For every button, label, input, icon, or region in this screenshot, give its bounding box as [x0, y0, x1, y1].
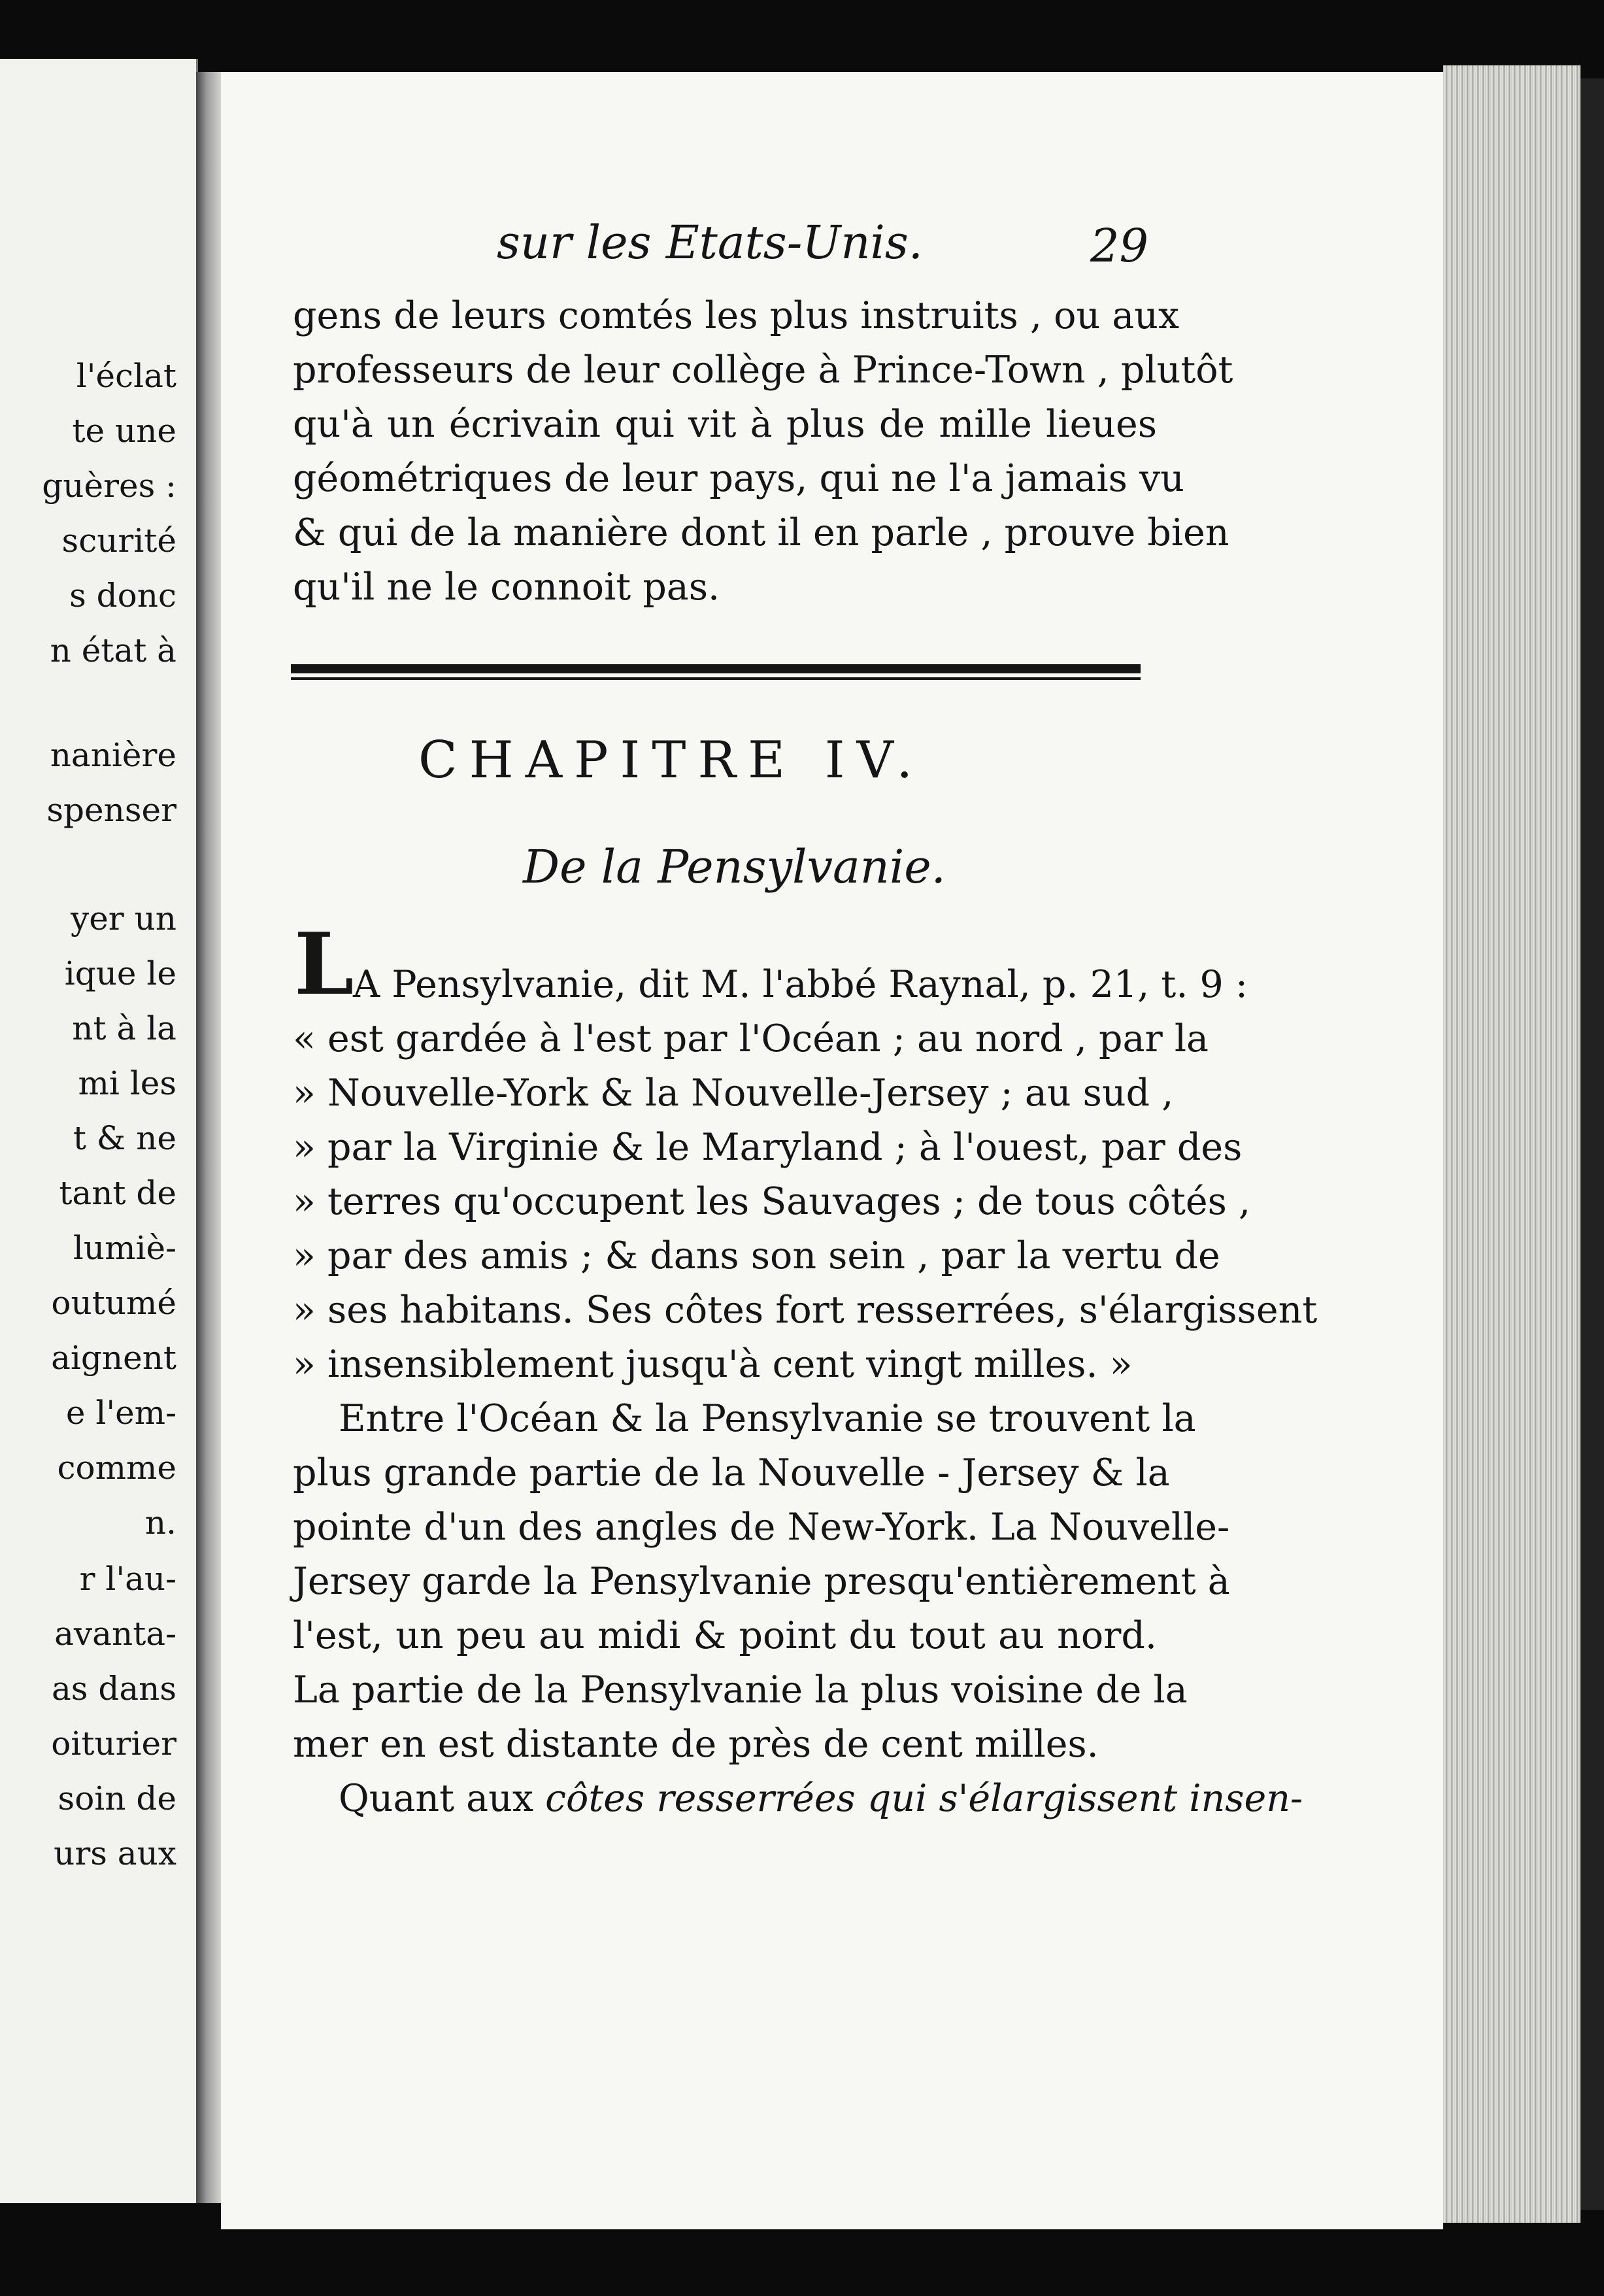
left-page-line: scurité — [61, 522, 176, 560]
text-line: & qui de la manière dont il en parle , prouve bien — [293, 511, 1229, 554]
text-line: Entre l'Océan & la Pensylvanie se trouvent la — [339, 1397, 1196, 1440]
left-page-line: n état à — [50, 632, 176, 669]
left-page-line: te une — [72, 412, 176, 450]
left-page-line: tant de — [59, 1174, 176, 1212]
text-line: » par des amis ; & dans son sein , par la vertu de — [293, 1234, 1220, 1277]
chapter-title: CHAPITRE IV. — [418, 731, 925, 790]
left-page-line: spenser — [46, 791, 176, 829]
text-line: géométriques de leur pays, qui ne l'a jamais vu — [293, 457, 1184, 500]
left-page-line: e l'em- — [65, 1394, 176, 1432]
left-page-line: as dans — [51, 1670, 176, 1708]
page-edge-shadow — [1580, 78, 1604, 2210]
chapter-rule-thin — [291, 677, 1141, 680]
left-page-line: guères : — [42, 467, 176, 505]
text-span: Quant aux — [339, 1777, 533, 1820]
text-line: » Nouvelle-York & la Nouvelle-Jersey ; au sud , — [293, 1072, 1174, 1115]
left-page-line: lumiè- — [73, 1229, 176, 1267]
page-number: 29 — [1090, 219, 1149, 273]
left-page-line: aignent — [51, 1339, 176, 1377]
left-facing-page — [0, 59, 198, 2203]
chapter-subtitle: De la Pensylvanie. — [523, 840, 946, 894]
italic-text-span: côtes resserrées qui s'élargissent insen- — [545, 1777, 1303, 1820]
chapter-rule-thick — [291, 664, 1141, 673]
text-line — [339, 1777, 1303, 1820]
text-line: A Pensylvanie, dit M. l'abbé Raynal, p. 21, t. 9 : — [353, 963, 1248, 1006]
text-line: qu'il ne le connoit pas. — [293, 566, 720, 609]
left-page-line: mi les — [78, 1064, 176, 1102]
text-line: La partie de la Pensylvanie la plus voisine de la — [293, 1668, 1188, 1712]
book-gutter — [196, 72, 222, 2203]
left-page-line: t & ne — [73, 1119, 176, 1157]
left-page-line: urs aux — [54, 1834, 176, 1872]
running-head: sur les Etats-Unis. — [497, 216, 924, 269]
text-line: » insensiblement jusqu'à cent vingt milles. » — [293, 1343, 1133, 1386]
page-edges — [1443, 65, 1580, 2223]
left-page-line: outumé — [51, 1284, 176, 1322]
text-line: » par la Virginie & le Maryland ; à l'ouest, par des — [293, 1126, 1243, 1169]
text-line: l'est, un peu au midi & point du tout au nord. — [293, 1614, 1157, 1657]
left-page-line: nt à la — [72, 1009, 176, 1047]
left-page-line: comme — [57, 1449, 176, 1487]
text-line: « est gardée à l'est par l'Océan ; au nord , par la — [293, 1017, 1209, 1060]
text-line: gens de leurs comtés les plus instruits , ou aux — [293, 294, 1180, 337]
text-line: professeurs de leur collège à Prince-Town , plutôt — [293, 348, 1233, 392]
left-page-line: yer un — [70, 900, 176, 937]
text-line: pointe d'un des angles de New-York. La Nouvelle- — [293, 1506, 1230, 1549]
left-page-line: nanière — [50, 736, 176, 774]
left-page-line: n. — [144, 1504, 176, 1542]
left-page-line: l'éclat — [76, 357, 176, 395]
text-line: qu'à un écrivain qui vit à plus de mille lieues — [293, 403, 1157, 446]
left-page-line: avanta- — [54, 1615, 176, 1653]
left-page-line: soin de — [58, 1780, 176, 1817]
text-line: » ses habitans. Ses côtes fort resserrées, s'élargissent — [293, 1289, 1318, 1332]
text-line: » terres qu'occupent les Sauvages ; de tous côtés , — [293, 1180, 1251, 1223]
text-line: Jersey garde la Pensylvanie presqu'entièrement à — [293, 1560, 1230, 1603]
left-page-line: r l'au- — [79, 1560, 176, 1598]
text-line: plus grande partie de la Nouvelle - Jersey & la — [293, 1451, 1170, 1494]
text-line: mer en est distante de près de cent milles. — [293, 1723, 1099, 1766]
left-page-line: ique le — [64, 954, 176, 992]
left-page-line: oiturier — [51, 1725, 176, 1763]
left-page-line: s donc — [69, 577, 176, 615]
drop-cap: L — [294, 914, 354, 1014]
